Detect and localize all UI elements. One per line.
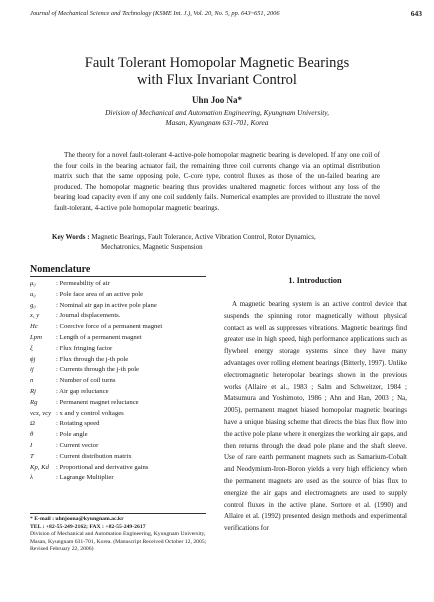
nomenclature-definition: : Flux through the j-th pole [56, 355, 129, 363]
footnote-rule [30, 513, 206, 514]
nomenclature-symbol: T [30, 452, 34, 460]
nomenclature-symbol: λ [30, 474, 33, 482]
nomenclature-symbol: a₀ [30, 290, 36, 298]
nomenclature-symbol: Ω [30, 420, 35, 428]
nomenclature-symbol: Kp, Kd [30, 463, 49, 471]
corresponding-author-footnote [30, 516, 208, 554]
keywords-line-2: Mechatronics, Magnetic Suspension [101, 243, 203, 252]
title-line-2: with Flux Invariant Control [137, 72, 297, 88]
nomenclature-row [30, 356, 210, 367]
nomenclature-definition: : Proportional and derivative gains [56, 463, 149, 471]
nomenclature-definition: : x and y control voltages [56, 409, 124, 417]
nomenclature-row [30, 323, 210, 334]
nomenclature-definition: : Flux fringing factor [56, 344, 113, 352]
nomenclature-symbol: Hc [30, 323, 38, 331]
keywords [52, 232, 382, 252]
nomenclature-definition: : Permanent magnet reluctance [56, 398, 139, 406]
nomenclature-symbol: ϕj [30, 355, 36, 363]
abstract: The theory for a novel fault-tolerant 4-active-pole homopolar magnetic bearing is developed. If any one coil of the four coils in the bearing actuator fail, the remaining three coil currents change via an optimal distribution matrix such that the same opposing pole, C-core type, control fluxes as those of the un-failed bearing are produced. The homopolar magnetic bearing thus provides unaltered magnetic forces without any loss of the bearing load capacity even if any one coil suddenly fails. Numerical examples are provided to illustrate the novel fault-tolerant, 4-active pole homopolar magnetic bearings. [54, 151, 380, 212]
nomenclature-definition: : Permeability of air [56, 280, 110, 287]
nomenclature-row [30, 442, 210, 453]
nomenclature-definition: : Number of coil turns [56, 377, 116, 385]
nomenclature-definition: : Journal displacements. [56, 312, 121, 320]
nomenclature-row [30, 431, 210, 442]
nomenclature-symbol: Rj [30, 387, 36, 395]
nomenclature-row [30, 399, 210, 410]
nomenclature-definition: : Current distribution matrix [56, 452, 132, 460]
nomenclature-symbol: μ₀ [30, 280, 36, 287]
title-line-1: Fault Tolerant Homopolar Magnetic Bearings [84, 55, 350, 71]
nomenclature-row [30, 366, 210, 377]
nomenclature-symbol: ξ [30, 344, 33, 352]
nomenclature-symbol: vcx, vcy [30, 409, 52, 417]
nomenclature-list [30, 280, 210, 485]
nomenclature-row [30, 334, 210, 345]
nomenclature-row [30, 377, 210, 388]
nomenclature-row [30, 420, 210, 431]
nomenclature-definition: : Air gap reluctance [56, 387, 109, 395]
nomenclature-rule [30, 276, 206, 277]
nomenclature-definition: : Nominal air gap in active pole plane [56, 301, 157, 309]
keywords-label: Key Words : [52, 233, 90, 241]
nomenclature-symbol: n [30, 377, 34, 385]
nomenclature-definition: : Pole face area of an active pole [56, 290, 144, 298]
footnote-email: * E-mail : uhnjoona@kyungnam.ac.kr [30, 516, 124, 522]
footnote-contact: TEL : +82-55-249-2162; FAX : +82-55-249-2617 [30, 523, 146, 530]
nomenclature-heading: Nomenclature [30, 264, 91, 275]
nomenclature-row [30, 388, 210, 399]
nomenclature-symbol: θ [30, 431, 34, 439]
nomenclature-row [30, 280, 210, 291]
affiliation-line-1: Division of Mechanical and Automation Engineering, Kyungnam University, [105, 108, 329, 117]
page-number: 643 [410, 9, 422, 18]
keywords-line-1: Magnetic Bearings, Fault Tolerance, Active Vibration Control, Rotor Dynamics, [89, 233, 316, 241]
nomenclature-definition: : Pole angle [56, 431, 88, 439]
introduction-heading: 1. Introduction [288, 276, 342, 285]
nomenclature-row [30, 291, 210, 302]
nomenclature-definition: : Rotating speed [56, 420, 100, 428]
nomenclature-row [30, 312, 210, 323]
nomenclature-definition: : Coercive force of a permanent magnet [56, 323, 163, 331]
author-name: Uhn Joo Na* [191, 95, 242, 105]
nomenclature-definition: : Currents through the j-th pole [56, 366, 140, 374]
paper-title [0, 55, 434, 89]
journal-citation: Journal of Mechanical Science and Technology (KSME Int. J.), Vol. 20, No. 5, pp. 643~651, 2006 [30, 10, 280, 17]
nomenclature-symbol: I [30, 441, 33, 449]
nomenclature-row [30, 302, 210, 313]
nomenclature-symbol: Rg [30, 398, 38, 406]
footnote-address: Division of Mechanical and Automation Engineering, Kyungnam University, Masan, Kyungnam 631-701, Korea. (Manuscript Received October 12, 2005; Revised February 22, 2006) [30, 531, 207, 553]
nomenclature-row [30, 464, 210, 475]
affiliation-line-2: Masan, Kyungnam 631-701, Korea [165, 118, 269, 127]
nomenclature-definition: : Current vector [56, 441, 99, 449]
nomenclature-symbol: g₀ [30, 301, 36, 309]
nomenclature-symbol: x, y [30, 312, 40, 320]
nomenclature-symbol: Lpm [30, 333, 42, 341]
nomenclature-definition: : Lagrange Multiplier [56, 474, 114, 482]
nomenclature-symbol: ij [30, 366, 34, 374]
nomenclature-definition: : Length of a permanent magnet [56, 333, 142, 341]
nomenclature-row [30, 345, 210, 356]
nomenclature-row [30, 410, 210, 421]
affiliation [0, 108, 434, 128]
introduction-body: A magnetic bearing system is an active control device that suspends the spinning rotor magnetically without physical contact as well as suppresses vibrations. Magnetic bearings find greater use in high speed, high performance applications such as flywheel energy storage systems since they have many advantages over rolling element bearings (Bitterly, 1997). Unlike electromagnetic heteropolar bearings shown in the previous works (Allaire et al., 1983 ; Salm and Schweitzer, 1984 ; Matsumura and Yoshimoto, 1986 ; Ahn and Han, 2003 ; Na, 2005), permanent magnet biased homopolar magnetic bearings have a unique biasing scheme that directs the bias flux flow into the active pole plane where it energizes the working air gaps, and then returns through the dead pole plane and the shaft sleeve. Use of rare earth permanent magnets such as Samarium-Cobalt and Neodymium-Iron-Boron yields a very high efficiency when the permanent magnets are used as the source of bias flux to energize the air gaps and electromagnets are used to supply control fluxes in the active plane. Sortore et al. (1990) and Allaire et al. (1992) presented design methods and experimental verifications for [224, 300, 407, 533]
nomenclature-row [30, 453, 210, 464]
nomenclature-row [30, 474, 210, 485]
